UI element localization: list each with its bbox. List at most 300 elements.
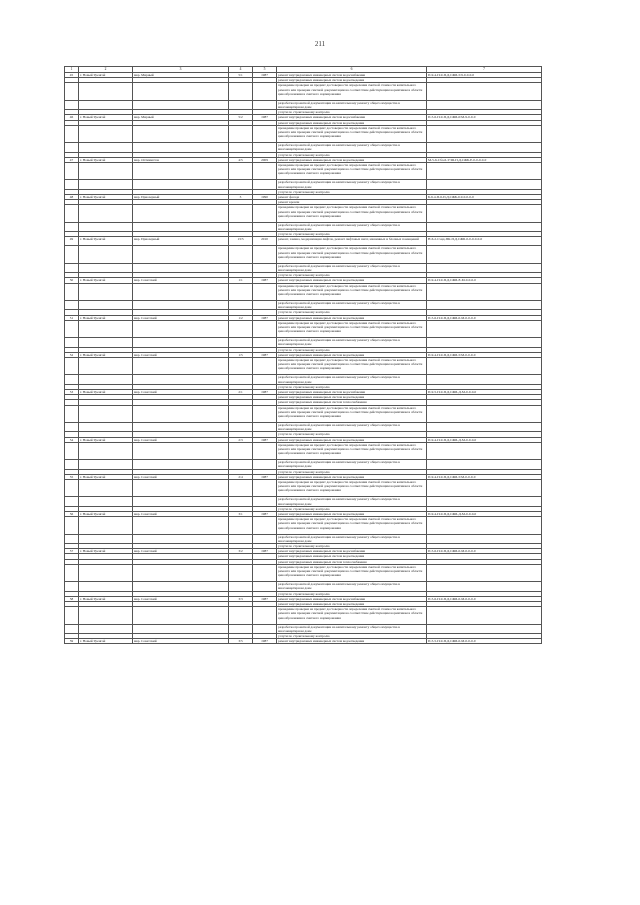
empty-cell <box>253 100 277 109</box>
work-type-cell: проведение проверки на предмет достоверности определения сметной стоимости капитального ремонта или проверки сметной документации на соответствие действующим нормативам в области ценообразования в сметного нормирования <box>277 320 427 337</box>
street-cell: мкр. Мирный <box>133 115 229 120</box>
table-row <box>65 301 542 310</box>
work-type-cell: ремонт внутридомовых инженерных систем водоотведения <box>277 554 427 559</box>
code-cell <box>427 246 542 263</box>
work-type-cell: разработка проектной документации на капитальному ремонту общего имущества в многоквартирном доме <box>277 263 427 272</box>
work-type-cell: проведение проверки на предмет достоверности определения сметной стоимости капитального ремонта или проверки сметной документации на соответствие действующим нормативам в области ценообразования в сметного нормирования <box>277 405 427 422</box>
empty-cell <box>253 497 277 506</box>
empty-cell <box>253 205 277 222</box>
row-number-cell: 49 <box>65 237 79 246</box>
empty-cell <box>253 163 277 180</box>
header-cell: 4 <box>229 67 253 73</box>
empty-cell <box>65 582 79 591</box>
empty-cell <box>65 460 79 469</box>
work-type-cell: ремонт внутридомовых инженерных систем теплоснабжения <box>277 559 427 564</box>
empty-cell <box>133 423 229 432</box>
year-cell: 1987 <box>253 639 277 644</box>
city-cell: г. Новый Уренгой <box>79 315 133 320</box>
empty-cell <box>133 375 229 384</box>
empty-cell <box>133 497 229 506</box>
table-row <box>65 246 542 263</box>
work-type-cell: проведение проверки на предмет достоверности определения сметной стоимости капитального ремонта или проверки сметной документации на соответствие действующим нормативам в области ценообразования в сметного нормирования <box>277 564 427 581</box>
work-type-cell: ремонт, замена, модернизация лифтов, ремонт лифтовых шахт, машинных и блочных помещений <box>277 237 427 246</box>
work-type-cell: ремонт внутридомовых инженерных систем водоснабжения <box>277 73 427 78</box>
table-row <box>65 180 542 189</box>
work-type-cell: ремонт внутридомовых инженерных систем водоснабжения <box>277 549 427 554</box>
empty-cell <box>65 125 79 142</box>
work-type-cell: разработка проектной документации на капитальному ремонту общего имущества в многоквартирном доме <box>277 338 427 347</box>
row-number-cell: 54 <box>65 437 79 442</box>
table-row <box>65 517 542 534</box>
table-row <box>65 143 542 152</box>
code-cell: М-5-6-Сбл-6-У/Ш-П,Д,СЖБ-Е-0-0-0-0-0 <box>427 157 542 162</box>
table-row <box>65 125 542 142</box>
empty-cell <box>253 534 277 543</box>
empty-cell <box>79 301 133 310</box>
empty-cell <box>253 442 277 459</box>
house-cell: 4/5 <box>229 157 253 162</box>
code-cell <box>427 143 542 152</box>
header-cell: 5 <box>253 67 277 73</box>
table-row <box>65 497 542 506</box>
empty-cell <box>133 283 229 300</box>
empty-cell <box>133 534 229 543</box>
code-cell: П-5-6-П-9-П,Д,СЖБ-0-М-0-0-0-0 <box>427 315 542 320</box>
work-type-cell: услуги по строительному контролю <box>277 152 427 157</box>
street-cell: мкр. Советский <box>133 474 229 479</box>
house-cell: 3/2 <box>229 549 253 554</box>
table-row <box>65 480 542 497</box>
code-cell: П-9-4-П-9-П,Д,СЖБ-5/9-0-0-0-0 <box>427 73 542 78</box>
year-cell: 1987 <box>253 549 277 554</box>
empty-cell <box>79 320 133 337</box>
house-cell: 13/5 <box>229 237 253 246</box>
empty-cell <box>133 442 229 459</box>
year-cell: 1987 <box>253 278 277 283</box>
empty-cell <box>79 143 133 152</box>
empty-cell <box>253 222 277 231</box>
table-row <box>65 437 542 442</box>
house-cell: 3 <box>229 195 253 200</box>
house-cell: 3/1 <box>229 512 253 517</box>
house-cell: 5/1 <box>229 73 253 78</box>
table-row <box>65 222 542 231</box>
work-type-cell: проведение проверки на предмет достоверности определения сметной стоимости капитального ремонта или проверки сметной документации на соответствие действующим нормативам в области ценообразования в сметного нормирования <box>277 83 427 100</box>
work-type-cell: проведение проверки на предмет достоверности определения сметной стоимости капитального ремонта или проверки сметной документации на соответствие действующим нормативам в области ценообразования в сметного нормирования <box>277 205 427 222</box>
empty-cell <box>79 460 133 469</box>
work-type-cell: ремонт фасада <box>277 195 427 200</box>
empty-cell <box>133 205 229 222</box>
work-type-cell: услуги по строительному контролю <box>277 273 427 278</box>
table-row <box>65 607 542 624</box>
street-cell: мкр. Советский <box>133 549 229 554</box>
table-row <box>65 358 542 375</box>
empty-cell <box>253 338 277 347</box>
city-cell: г. Новый Уренгой <box>79 115 133 120</box>
city-cell: г. Новый Уренгой <box>79 278 133 283</box>
empty-cell <box>65 283 79 300</box>
house-cell: 5/2 <box>229 115 253 120</box>
work-type-cell: ремонт внутридомовых инженерных систем водоотведения <box>277 157 427 162</box>
empty-cell <box>229 100 253 109</box>
city-cell: г. Новый Уренгой <box>79 512 133 517</box>
row-number-cell: 51 <box>65 315 79 320</box>
empty-cell <box>253 423 277 432</box>
street-cell: мкр. Приозерный <box>133 195 229 200</box>
row-number-cell: 57 <box>65 549 79 554</box>
work-type-cell: услуги по строительному контролю <box>277 384 427 389</box>
table-row <box>65 639 542 644</box>
empty-cell <box>229 125 253 142</box>
code-cell <box>427 497 542 506</box>
empty-cell <box>229 497 253 506</box>
empty-cell <box>79 480 133 497</box>
work-type-cell: услуги по строительному контролю <box>277 591 427 596</box>
empty-cell <box>133 143 229 152</box>
code-cell <box>427 263 542 272</box>
work-type-cell: ремонт внутридомовых инженерных систем водоотведения <box>277 395 427 400</box>
row-number-cell: 52 <box>65 352 79 357</box>
work-type-cell: разработка проектной документации на капитальному ремонту общего имущества в многоквартирном доме <box>277 624 427 633</box>
empty-cell <box>133 582 229 591</box>
empty-cell <box>133 564 229 581</box>
empty-cell <box>133 624 229 633</box>
work-type-cell: разработка проектной документации на капитальному ремонту общего имущества в многоквартирном доме <box>277 497 427 506</box>
empty-cell <box>65 442 79 459</box>
empty-cell <box>229 480 253 497</box>
city-cell: г. Новый Уренгой <box>79 437 133 442</box>
empty-cell <box>229 263 253 272</box>
empty-cell <box>253 283 277 300</box>
work-type-cell: разработка проектной документации на капитальному ремонту общего имущества в многоквартирном доме <box>277 143 427 152</box>
code-cell: П-5-5-П-9-П,Д,СЖБ-0-М-0-0-0-0 <box>427 639 542 644</box>
code-cell <box>427 301 542 310</box>
work-type-cell: ремонт внутридомовых инженерных систем водоотведения <box>277 437 427 442</box>
work-type-cell: проведение проверки на предмет достоверности определения сметной стоимости капитального ремонта или проверки сметной документации на соответствие действующим нормативам в области ценообразования в сметного нормирования <box>277 480 427 497</box>
empty-cell <box>253 301 277 310</box>
year-cell: 1987 <box>253 512 277 517</box>
code-cell: П-9-4-П-9-П,Д,СЖБ-Д-М-0-0-0-0 <box>427 437 542 442</box>
empty-cell <box>253 263 277 272</box>
header-cell: 2 <box>79 67 133 73</box>
code-cell <box>427 564 542 581</box>
empty-cell <box>65 301 79 310</box>
header-cell: 6 <box>277 67 427 73</box>
empty-cell <box>65 246 79 263</box>
empty-cell <box>253 405 277 422</box>
empty-cell <box>229 163 253 180</box>
work-type-cell: ремонт внутридомовых инженерных систем водоотведения <box>277 639 427 644</box>
work-type-cell: проведение проверки на предмет достоверности определения сметной стоимости капитального ремонта или проверки сметной документации на соответствие действующим нормативам в области ценообразования в сметного нормирования <box>277 358 427 375</box>
empty-cell <box>133 460 229 469</box>
table-row <box>65 115 542 120</box>
empty-cell <box>133 180 229 189</box>
year-cell: 1987 <box>253 352 277 357</box>
empty-cell <box>79 405 133 422</box>
code-cell: П-5-6-П-9-П,Д,СЖБ-0-М-0-0-0-0 <box>427 596 542 601</box>
empty-cell <box>79 163 133 180</box>
empty-cell <box>79 100 133 109</box>
row-number-cell: 55 <box>65 474 79 479</box>
work-type-cell: ремонт внутридомовых инженерных систем теплоснабжения <box>277 400 427 405</box>
empty-cell <box>65 100 79 109</box>
code-cell: П-9-4-П-9-П,Д,СЖБ-5/М-0-0-0-0 <box>427 352 542 357</box>
empty-cell <box>79 358 133 375</box>
work-type-cell: ремонт внутридомовых инженерных систем водоснабжения <box>277 596 427 601</box>
work-type-cell: разработка проектной документации на капитальному ремонту общего имущества в многоквартирном доме <box>277 534 427 543</box>
street-cell: мкр. Советский <box>133 315 229 320</box>
work-type-cell: услуги по строительному контролю <box>277 110 427 115</box>
year-cell: 1987 <box>253 73 277 78</box>
empty-cell <box>229 423 253 432</box>
code-cell <box>427 320 542 337</box>
empty-cell <box>253 517 277 534</box>
table-row <box>65 73 542 78</box>
street-cell: мкр. Оптимистов <box>133 157 229 162</box>
table-row <box>65 352 542 357</box>
empty-cell <box>79 442 133 459</box>
table-row <box>65 596 542 601</box>
code-cell <box>427 582 542 591</box>
city-cell: г. Новый Уренгой <box>79 474 133 479</box>
empty-cell <box>79 83 133 100</box>
empty-cell <box>253 460 277 469</box>
header-cell: 7 <box>427 67 542 73</box>
city-cell: г. Новый Уренгой <box>79 549 133 554</box>
empty-cell <box>253 246 277 263</box>
empty-cell <box>229 375 253 384</box>
house-cell: 1/2 <box>229 315 253 320</box>
empty-cell <box>65 375 79 384</box>
empty-cell <box>253 180 277 189</box>
table-row <box>65 582 542 591</box>
code-cell <box>427 338 542 347</box>
year-cell: 1987 <box>253 390 277 395</box>
empty-cell <box>65 624 79 633</box>
code-cell <box>427 607 542 624</box>
house-cell: 2/4 <box>229 474 253 479</box>
house-cell: 3/5 <box>229 639 253 644</box>
empty-cell <box>229 320 253 337</box>
empty-cell <box>65 607 79 624</box>
empty-cell <box>79 180 133 189</box>
table-row <box>65 474 542 479</box>
empty-cell <box>229 564 253 581</box>
empty-cell <box>133 320 229 337</box>
work-type-cell: услуги по строительному контролю <box>277 310 427 315</box>
empty-cell <box>229 624 253 633</box>
code-cell: П-9-4-П-9-П,Д,СЖБ-Д-М-0-0-0-0 <box>427 512 542 517</box>
table-row <box>65 283 542 300</box>
work-type-cell: ремонт внутридомовых инженерных систем водоотведения <box>277 512 427 517</box>
table-row <box>65 163 542 180</box>
register-table-body <box>65 67 542 644</box>
empty-cell <box>65 83 79 100</box>
city-cell: г. Новый Уренгой <box>79 390 133 395</box>
empty-cell <box>79 125 133 142</box>
empty-cell <box>133 163 229 180</box>
table-row <box>65 100 542 109</box>
empty-cell <box>65 497 79 506</box>
empty-cell <box>229 534 253 543</box>
code-cell <box>427 180 542 189</box>
house-cell: 2/3 <box>229 437 253 442</box>
empty-cell <box>229 180 253 189</box>
code-cell: П-9-4-П-9-П,Д,СЖБ-5/М-0-0-0-0 <box>427 474 542 479</box>
work-type-cell: разработка проектной документации на капитальному ремонту общего имущества в многоквартирном доме <box>277 222 427 231</box>
work-type-cell: разработка проектной документации на капитальному ремонту общего имущества в многоквартирном доме <box>277 375 427 384</box>
empty-cell <box>65 405 79 422</box>
code-cell <box>427 100 542 109</box>
work-type-cell: разработка проектной документации на капитальному ремонту общего имущества в многоквартирном доме <box>277 180 427 189</box>
empty-cell <box>229 205 253 222</box>
row-number-cell: 46 <box>65 115 79 120</box>
year-cell: 2009 <box>253 157 277 162</box>
code-cell <box>427 222 542 231</box>
code-cell: Н-6-2-Сэнд-ПК-П,Д,СЖБ-0-0-0-0-0-0 <box>427 237 542 246</box>
city-cell: г. Новый Уренгой <box>79 73 133 78</box>
row-number-cell: 47 <box>65 157 79 162</box>
code-cell <box>427 460 542 469</box>
empty-cell <box>133 222 229 231</box>
empty-cell <box>229 283 253 300</box>
empty-cell <box>79 205 133 222</box>
code-cell <box>427 517 542 534</box>
empty-cell <box>79 263 133 272</box>
table-row <box>65 83 542 100</box>
empty-cell <box>65 564 79 581</box>
work-type-cell: ремонт внутридомовых инженерных систем водоотведения <box>277 278 427 283</box>
empty-cell <box>79 375 133 384</box>
code-cell <box>427 624 542 633</box>
code-cell: П-5-6-П-9-П,Д,СЖБ-0-М-0-0-0-0 <box>427 549 542 554</box>
empty-cell <box>253 320 277 337</box>
code-cell <box>427 358 542 375</box>
empty-cell <box>229 517 253 534</box>
street-cell: мкр. Советский <box>133 390 229 395</box>
empty-cell <box>229 442 253 459</box>
work-type-cell: проведение проверки на предмет достоверности определения сметной стоимости капитального ремонта или проверки сметной документации на соответствие действующим нормативам в области ценообразования в сметного нормирования <box>277 442 427 459</box>
row-number-cell: 50 <box>65 278 79 283</box>
empty-cell <box>79 607 133 624</box>
table-row <box>65 315 542 320</box>
empty-cell <box>65 534 79 543</box>
empty-cell <box>253 358 277 375</box>
empty-cell <box>65 338 79 347</box>
code-cell: П-5-6-П-9-П,Д,СЖБ-0/М-9-0-0-0 <box>427 115 542 120</box>
empty-cell <box>79 624 133 633</box>
table-row <box>65 442 542 459</box>
street-cell: мкр. Советский <box>133 352 229 357</box>
work-type-cell: проведение проверки на предмет достоверности определения сметной стоимости капитального ремонта или проверки сметной документации на соответствие действующим нормативам в области ценообразования в сметного нормирования <box>277 607 427 624</box>
empty-cell <box>133 405 229 422</box>
work-type-cell: услуги по строительному контролю <box>277 469 427 474</box>
empty-cell <box>65 180 79 189</box>
table-row <box>65 405 542 422</box>
code-cell <box>427 534 542 543</box>
street-cell: мкр. Советский <box>133 512 229 517</box>
work-type-cell: услуги по строительному контролю <box>277 634 427 639</box>
table-row <box>65 460 542 469</box>
empty-cell <box>133 517 229 534</box>
empty-cell <box>253 582 277 591</box>
code-cell <box>427 480 542 497</box>
empty-cell <box>65 423 79 432</box>
code-cell <box>427 125 542 142</box>
code-cell <box>427 423 542 432</box>
empty-cell <box>65 163 79 180</box>
empty-cell <box>79 564 133 581</box>
code-cell <box>427 83 542 100</box>
work-type-cell: ремонт внутридомовых инженерных систем водоотведения <box>277 474 427 479</box>
house-cell: 1/5 <box>229 352 253 357</box>
city-cell: г. Новый Уренгой <box>79 639 133 644</box>
table-row <box>65 263 542 272</box>
empty-cell <box>79 246 133 263</box>
row-number-cell: 59 <box>65 639 79 644</box>
year-cell: 1987 <box>253 115 277 120</box>
empty-cell <box>79 338 133 347</box>
table-row <box>65 205 542 222</box>
street-cell: мкр. Советский <box>133 596 229 601</box>
city-cell: г. Новый Уренгой <box>79 237 133 246</box>
empty-cell <box>65 263 79 272</box>
table-row <box>65 157 542 162</box>
empty-cell <box>229 246 253 263</box>
work-type-cell: разработка проектной документации на капитальному ремонту общего имущества в многоквартирном доме <box>277 460 427 469</box>
table-row <box>65 320 542 337</box>
work-type-cell: проведение проверки на предмет достоверности определения сметной стоимости капитального ремонта или проверки сметной документации на соответствие действующим нормативам в области ценообразования в сметного нормирования <box>277 517 427 534</box>
work-type-cell: услуги по строительному контролю <box>277 232 427 237</box>
empty-cell <box>79 423 133 432</box>
work-type-cell: проведение проверки на предмет достоверности определения сметной стоимости капитального ремонта или проверки сметной документации на соответствие действующим нормативам в области ценообразования в сметного нормирования <box>277 283 427 300</box>
street-cell: мкр. Мирный <box>133 73 229 78</box>
empty-cell <box>229 607 253 624</box>
work-type-cell: ремонт внутридомовых инженерных систем водоснабжения <box>277 115 427 120</box>
year-cell: 1987 <box>253 596 277 601</box>
work-type-cell: разработка проектной документации на капитальному ремонту общего имущества в многоквартирном доме <box>277 423 427 432</box>
empty-cell <box>79 222 133 231</box>
table-row <box>65 390 542 395</box>
empty-cell <box>253 480 277 497</box>
empty-cell <box>253 125 277 142</box>
empty-cell <box>133 338 229 347</box>
work-type-cell: ремонт внутридомовых инженерных систем водоотведения <box>277 78 427 83</box>
table-row <box>65 237 542 246</box>
empty-cell <box>229 301 253 310</box>
page-number: 211 <box>314 40 326 48</box>
code-cell <box>427 283 542 300</box>
street-cell: мкр. Приозерный <box>133 237 229 246</box>
empty-cell <box>133 480 229 497</box>
city-cell: г. Новый Уренгой <box>79 195 133 200</box>
work-type-cell: ремонт внутридомовых инженерных систем водоотведения <box>277 315 427 320</box>
row-number-cell: 53 <box>65 390 79 395</box>
row-number-cell: 45 <box>65 73 79 78</box>
city-cell: г. Новый Уренгой <box>79 596 133 601</box>
work-type-cell: ремонт внутридомовых инженерных систем водоснабжения <box>277 390 427 395</box>
empty-cell <box>65 320 79 337</box>
work-type-cell: проведение проверки на предмет достоверности определения сметной стоимости капитального ремонта или проверки сметной документации на соответствие действующим нормативам в области ценообразования в сметного нормирования <box>277 246 427 263</box>
table-row <box>65 338 542 347</box>
code-cell <box>427 442 542 459</box>
empty-cell <box>229 222 253 231</box>
empty-cell <box>65 480 79 497</box>
empty-cell <box>133 607 229 624</box>
work-type-cell: ремонт внутридомовых инженерных систем водоотведения <box>277 352 427 357</box>
header-cell: 3 <box>133 67 229 73</box>
empty-cell <box>253 564 277 581</box>
